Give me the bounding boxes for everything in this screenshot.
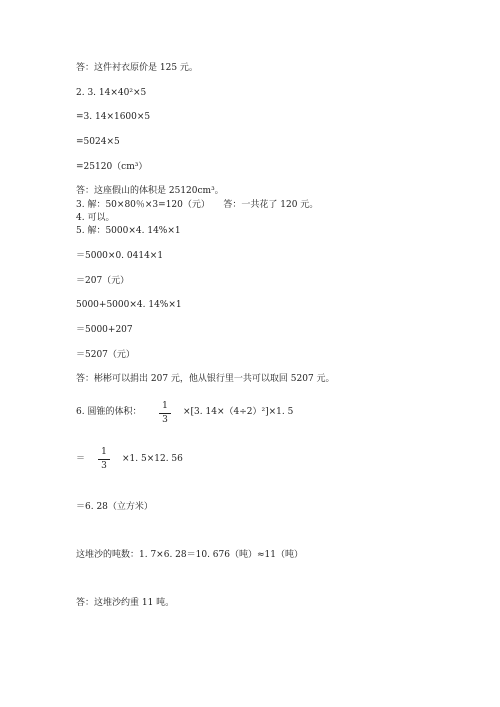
q2-step2: =3. 14×1600×5	[76, 112, 151, 122]
q3-solution: 3. 解：50×80％×3=120（元） 答：一共花了 120 元。	[76, 200, 319, 210]
q5-step2: ＝5000×0. 0414×1	[76, 251, 164, 261]
answer-shirt-price: 答：这件衬衣原价是 125 元。	[76, 63, 198, 73]
q4-answer: 4. 可以。	[76, 213, 115, 223]
answer-sand-weight: 答：这堆沙约重 11 吨。	[76, 598, 175, 608]
q5-step4: 5000+5000×4. 14%×1	[76, 300, 182, 310]
q6-volume-result: ＝6. 28（立方米）	[76, 502, 153, 512]
q5-step5: ＝5000+207	[76, 325, 133, 335]
fraction-numerator: 1	[162, 401, 168, 411]
sand-tonnage: 这堆沙的吨数：1. 7×6. 28＝10. 676（吨）≈11（吨）	[76, 550, 303, 560]
fraction-denominator: 3	[162, 415, 168, 425]
q5-step1: 5. 解：5000×4. 14%×1	[76, 226, 181, 236]
fraction-one-third-2	[98, 447, 110, 472]
fraction-bar	[159, 413, 171, 414]
fraction-denominator: 3	[101, 461, 107, 471]
q2-step1: 2. 3. 14×40²×5	[76, 88, 147, 98]
fraction-one-third	[159, 401, 171, 426]
fraction-bar	[98, 459, 110, 460]
q6-expression-2: ×1. 5×12. 56	[122, 454, 183, 464]
q2-step3: =5024×5	[76, 137, 120, 147]
fraction-numerator: 1	[101, 447, 107, 457]
q6-eq-sign: ＝	[76, 454, 86, 464]
answer-bank-withdrawal: 答：彬彬可以捐出 207 元，他从银行里一共可以取回 5207 元。	[76, 374, 335, 384]
q5-step6: ＝5207（元）	[76, 350, 135, 360]
q2-step4: =25120（cm³）	[76, 162, 148, 172]
q6-expression: ×[3. 14×（4÷2）²]×1. 5	[183, 407, 294, 417]
q5-step3: ＝207（元）	[76, 276, 130, 286]
q6-prefix: 6. 圆锥的体积：	[76, 407, 142, 417]
answer-rockery-volume: 答：这座假山的体积是 25120cm³。	[76, 186, 224, 196]
